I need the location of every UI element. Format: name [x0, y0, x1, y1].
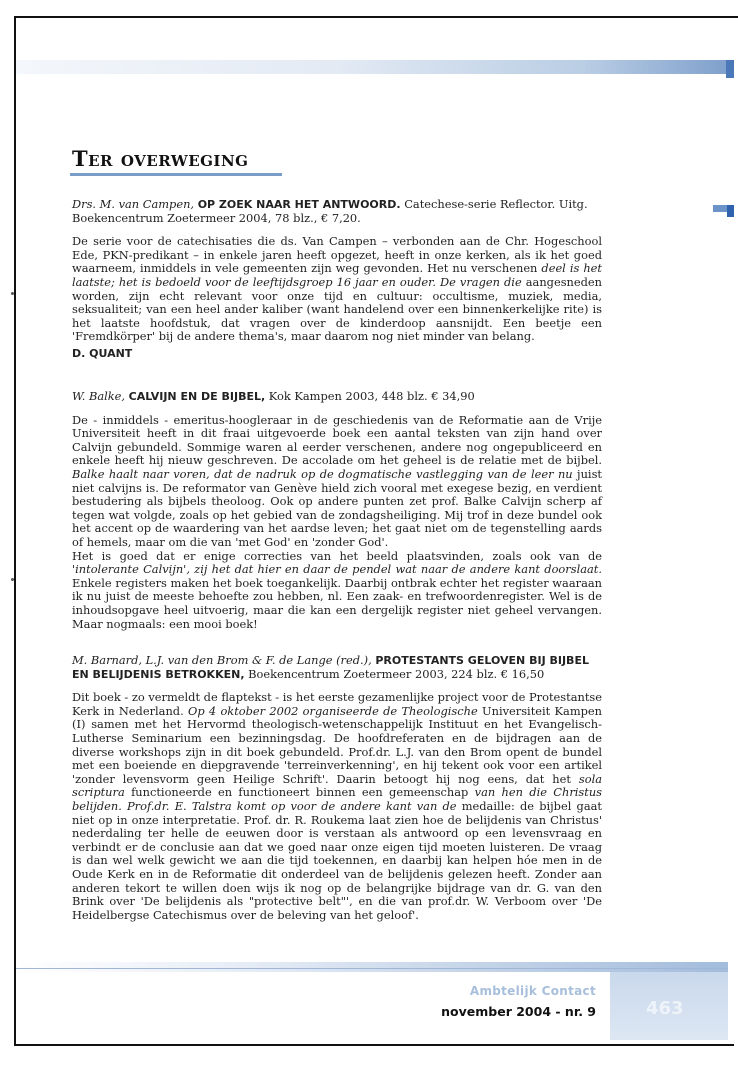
- review-text-italic: Op 4 oktober 2002 organiseerde de Theologische: [188, 703, 478, 718]
- page-border-bottom: [14, 1044, 734, 1046]
- review-text: De - inmiddels - emeritus-hoogleraar in de geschiedenis van de Reformatie aan de Vrije Universiteit heeft in dit fraai uitgevoerde boek een aantal teksten van zijn hand over Calvijn gebundeld. Sommige waren al eerder verschenen, andere nog ongepubliceerd en enkele heeft hij nieuw geschreven. De accolade om het geheel is de relatie met de bijbel.: [72, 412, 602, 468]
- review-text: Het is goed dat er enige correcties van het beeld plaatsvinden, zoals ook van de: [72, 548, 602, 563]
- review-body: [72, 691, 602, 922]
- review-book-details: Catechese-serie Reflector. Uitg. Boekencentrum Zoetermeer 2004, 78 blz., € 7,20.: [72, 197, 588, 225]
- review-author: W. Balke,: [72, 389, 126, 403]
- page-border-left: [14, 16, 16, 1046]
- review-author: M. Barnard, L.J. van den Brom & F. de Lange (red.),: [72, 653, 372, 667]
- review-body: [72, 414, 602, 550]
- review-text: functioneerde en functioneert binnen een gemeenschap: [124, 785, 475, 800]
- review-text: Enkele registers maken het boek toegankelijk. Daarbij ontbrak echter het register waaraan ik nu juist de meeste behoefte zou hebben, nl. Een zaak- en trefwoordenregister. Wel is de inhoudsopgave heel uitvoerig, maar die kan een dergelijk register niet geheel vervangen. Maar nogmaals: een mooi boek!: [72, 575, 602, 631]
- journal-issue: november 2004 - nr. 9: [441, 1004, 596, 1019]
- header-band: [16, 60, 728, 74]
- review-2: [72, 390, 602, 631]
- review-book-title: OP ZOEK NAAR HET ANTWOORD.: [197, 198, 401, 211]
- side-marker-end: [727, 205, 734, 217]
- review-text: medaille: de bijbel gaat niet op in onze interpretatie. Prof. dr. R. Roukema laat zien hoe de belijdenis van Christus' nederdaling ter helle de eeuwen door is verstaan als antwoord op een levensvraag en verbindt er de conclusie aan dat we goed naar onze eigen tijd moeten luisteren. De vraag is dan wel welk gewicht we aan die tijd toekennen, en daarbij kan helpen hóe men in de Oude Kerk en in de Reformatie dit onderdeel van de belijdenis gelezen heeft. Zonder aan anderen tekort te willen doen wijs ik nog op de belangrijke bijdrage van dr. G. van den Brink over 'De belijdenis als "protective belt"', en die van prof.dr. W. Verboom over 'De Heidelbergse Catechismus over de beleving van het geloof'.: [72, 798, 602, 922]
- review-book-title: CALVIJN EN DE BIJBEL,: [128, 390, 266, 403]
- side-marker: [713, 205, 727, 212]
- review-book-details: Kok Kampen 2003, 448 blz. € 34,90: [268, 389, 475, 403]
- review-signature: D. QUANT: [72, 346, 133, 360]
- review-text: juist niet calvijns is. De reformator van Genève hield zich vooral met exegese bezig, en verdient bestudering als bijbels theoloog. Ook op andere punten zet prof. Balke Calvijn scherp af tegen wat volgde, zoals op het gebied van de zondagsheiliging. Mij trof in deze bundel ook het accent op de waardering van het aardse leven; het gaat niet om de tegenstelling aards of hemels, maar om die van 'met God' en 'zonder God'.: [72, 466, 602, 549]
- review-reference: [72, 198, 602, 225]
- review-author: Drs. M. van Campen,: [72, 197, 195, 211]
- review-text: Dit boek - zo vermeldt de flaptekst - is het eerste gezamenlijke project voor de Protestantse Kerk in Nederland.: [72, 690, 602, 718]
- journal-name: Ambtelijk Contact: [469, 984, 596, 998]
- review-text-italic: sola scriptura: [72, 771, 602, 800]
- margin-dot: [11, 578, 14, 581]
- review-book-details: Boekencentrum Zoetermeer 2003, 224 blz. € 16,50: [248, 666, 545, 681]
- page-border-top: [14, 16, 738, 18]
- review-text: aangesneden worden, zijn echt relevant voor onze tijd en cultuur: occultisme, muziek, media, seksualiteit; van een heel ander kaliber (want handelend over een binnenkerkelijke rite) is het laatste hoofdstuk, dat vragen over de kinderdoop aansnijdt. Een beetje een 'Fremdkörper' bij de andere thema's, maar daarom nog niet minder van belang.: [72, 274, 602, 344]
- review-book-title: PROTESTANTS GELOVEN BIJ BIJBEL EN BELIJDENIS BETROKKEN,: [72, 654, 589, 681]
- review-text: De serie voor de catechisaties die ds. Van Campen – verbonden aan de Chr. Hogeschool Ede, PKN-predikant – in enkele jaren heeft opgezet, heeft in onze kerken, als ik het goed waarneem, inmiddels in vele gemeenten zijn weg gevonden. Het nu verschenen: [72, 234, 602, 276]
- review-text-italic: 'intolerante Calvijn', zij het dat hier en daar de pendel wat naar de andere kant doorslaat.: [72, 562, 602, 577]
- review-text-italic: deel is het laatste; het is bedoeld voor de leeftijdsgroep 16 jaar en ouder. De vragen die: [72, 261, 602, 289]
- review-reference: [72, 654, 602, 681]
- margin-dot: [11, 292, 14, 295]
- review-reference: [72, 390, 602, 404]
- section-title-rule: [70, 173, 282, 176]
- review-text-italic: van hen die Christus belijden. Prof.dr. E. Talstra komt op voor de andere kant van de: [72, 785, 603, 813]
- review-text-italic: Balke haalt naar voren, dat de nadruk op de dogmatische vastlegging van de leer nu: [72, 466, 573, 481]
- header-band-end: [726, 60, 734, 78]
- page-number: 463: [646, 998, 684, 1019]
- footer-rule: [16, 968, 728, 969]
- section-title: Ter overweging: [72, 146, 249, 171]
- review-body: [72, 235, 602, 344]
- review-3: [72, 654, 602, 922]
- review-body-paragraph-2: [72, 550, 602, 632]
- review-1: [72, 198, 602, 361]
- review-text: Universiteit Kampen (I) samen met het Hervormd theologisch-wetenschappelijk Instituut en het Evangelisch-Lutherse Seminarium een bezinningsdag. De hoofdreferaten en de bijdragen aan de diverse workshops zijn in dit boek gebundeld. Prof.dr. L.J. van den Brom opent de bundel met een boeiende en diepgravende 'terreinverkenning', en hij tekent ook voor een artikel 'zonder levensvorm geen Heilige Schrift'. Daarin betoogt hij nog eens, dat het: [72, 703, 602, 786]
- footer-band: [16, 962, 728, 972]
